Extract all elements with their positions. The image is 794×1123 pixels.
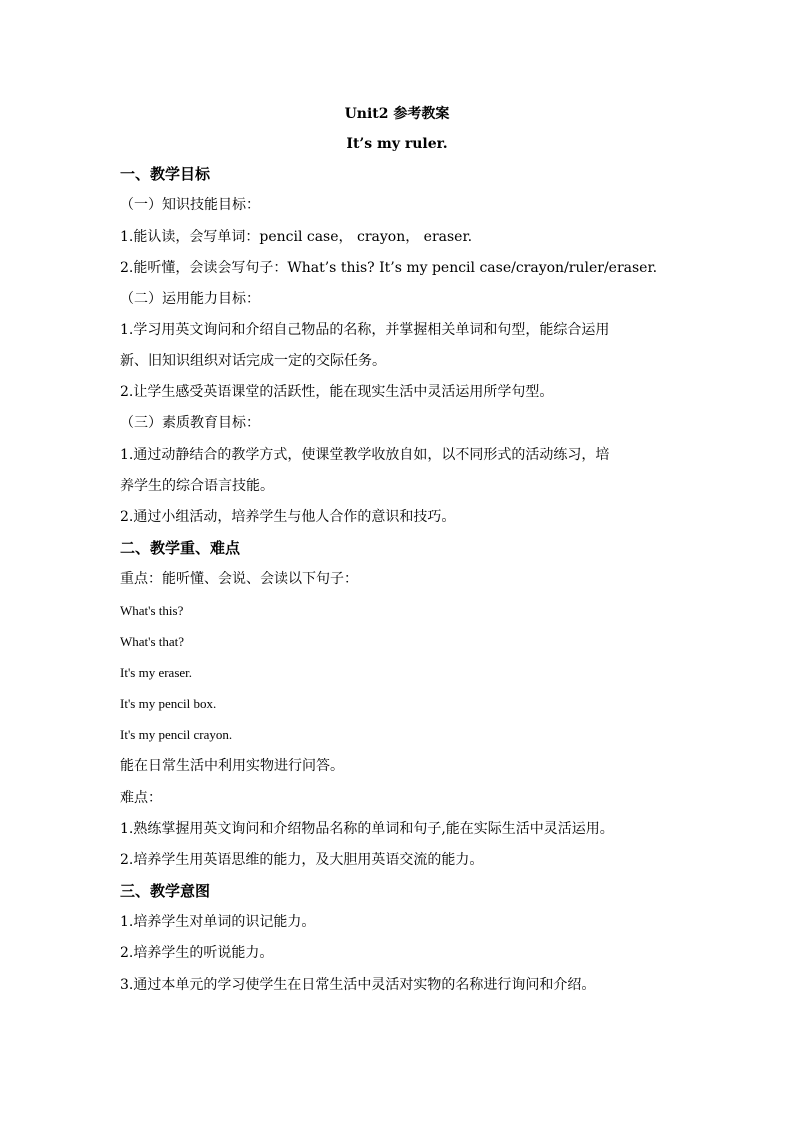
document-title: Unit2 参考教案 [344,106,450,122]
section-heading-intent: 三、教学意图 [120,882,211,900]
paragraph: 1.能认读，会写单词：pencil case， crayon， eraser. [120,229,473,245]
subheading-quality-education: （三）素质教育目标： [120,415,260,431]
paragraph: 2.让学生感受英语课堂的活跃性，能在现实生活中灵活运用所学句型。 [120,384,554,400]
paragraph-continuation: 新、旧知识组织对话完成一定的交际任务。 [120,353,386,369]
paragraph: 1.培养学生对单词的识记能力。 [120,914,316,930]
paragraph: 1.熟练掌握用英文询问和介绍物品名称的单词和句子,能在实际生活中灵活运用。 [120,821,614,837]
paragraph: 2.能听懂，会读会写句子：What’s this? It’s my pencil case/crayon/ruler/eraser. [120,260,658,276]
example-sentence: It's my pencil crayon. [120,727,233,742]
difficulty-label: 难点： [120,790,162,806]
example-sentence: It's my eraser. [120,665,193,680]
paragraph: 2.培养学生用英语思维的能力，及大胆用英语交流的能力。 [120,852,484,868]
section-heading-key-points: 二、教学重、难点 [120,539,241,557]
paragraph: 3.通过本单元的学习使学生在日常生活中灵活对实物的名称进行询问和介绍。 [120,977,596,993]
paragraph: 1.通过动静结合的教学方式，使课堂教学收放自如，以不同形式的活动练习，培 [120,447,610,463]
paragraph: 能在日常生活中利用实物进行问答。 [120,758,344,774]
subheading-knowledge-skills: （一）知识技能目标： [120,197,260,213]
focus-label: 重点：能听懂、会说、会读以下句子： [120,571,358,587]
example-sentence: It's my pencil box. [120,696,217,711]
section-heading-objectives: 一、教学目标 [120,165,211,183]
paragraph: 1.学习用英文询问和介绍自己物品的名称，并掌握相关单词和句型，能综合运用 [120,322,610,338]
subheading-application-ability: （二）运用能力目标： [120,291,260,307]
example-sentence: What's that? [120,634,185,649]
paragraph-continuation: 养学生的综合语言技能。 [120,478,274,494]
paragraph: 2.通过小组活动，培养学生与他人合作的意识和技巧。 [120,509,456,525]
document-subtitle: It’s my ruler. [346,136,448,152]
paragraph: 2.培养学生的听说能力。 [120,945,274,961]
example-sentence: What's this? [120,603,184,618]
